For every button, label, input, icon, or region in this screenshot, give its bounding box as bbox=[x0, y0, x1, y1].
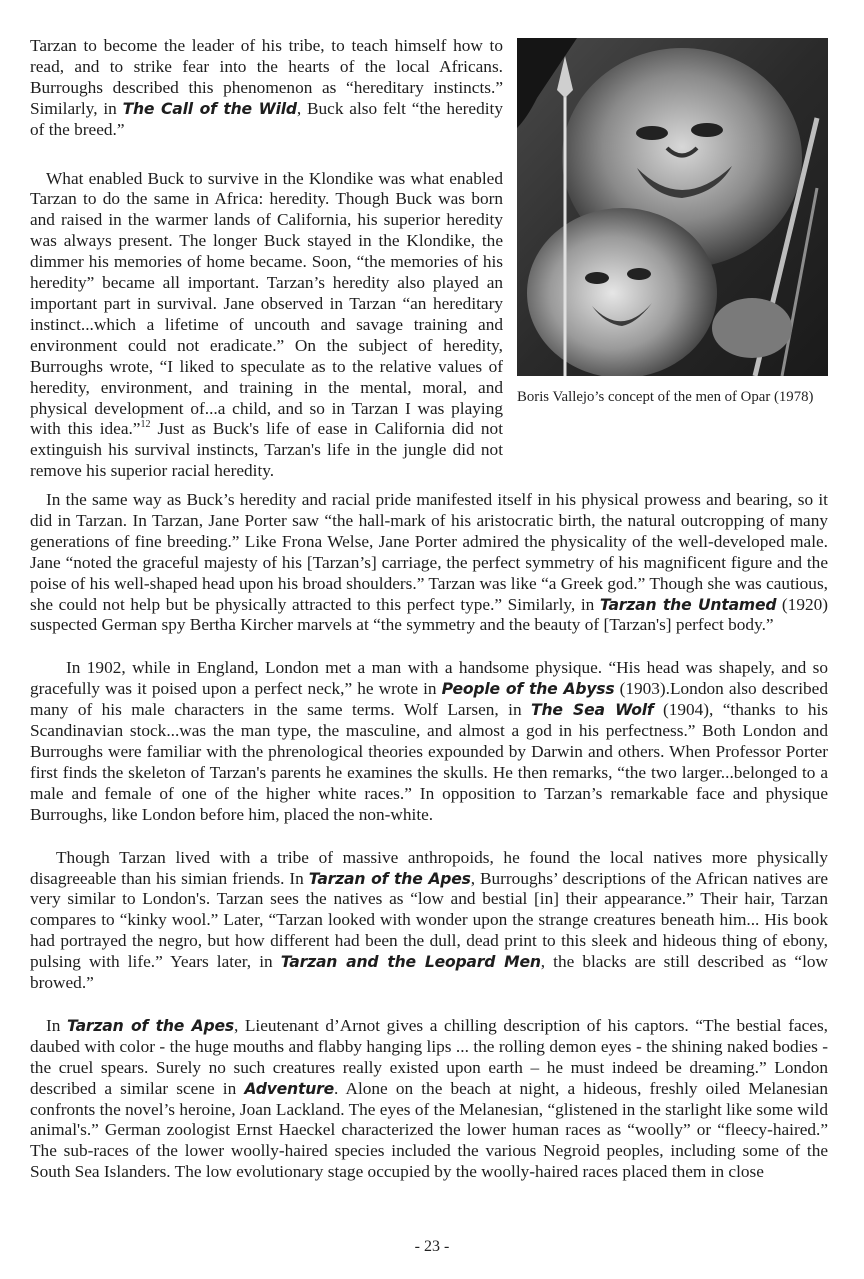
top-left-column bbox=[30, 36, 503, 482]
text-run: In bbox=[46, 1015, 67, 1035]
text-run: In the same way as Buck’s heredity and racial pride manifested itself in his physical prowess and bearing, so it did in Tarzan. In Tarzan, Jane Porter saw “the hall-mark of his aristocratic birth, the natural outcropping of many generations of fine breeding.” Like Frona Welse, Jane Porter admired the physicality of the well-developed male. Jane “noted the graceful majesty of his [Tarzan’s] carriage, the perfect symmetry of his magnificent figure and the poise of his well-shaped head upon his broad shoulders.” Tarzan was like “a Greek god.” Though she was cautious, she could not help but be physically attracted to this perfect type.” Similarly, in bbox=[30, 490, 828, 614]
italic-title: Tarzan of the Apes bbox=[308, 869, 471, 888]
italic-title: Adventure bbox=[244, 1079, 334, 1098]
figure-caption: Boris Vallejo’s concept of the men of Opar (1978) bbox=[517, 389, 814, 405]
body-paragraph bbox=[30, 658, 828, 825]
body-paragraph bbox=[30, 1016, 828, 1183]
body-paragraph bbox=[30, 169, 503, 483]
page-number: - 23 - bbox=[414, 1238, 450, 1255]
body-paragraph bbox=[30, 490, 828, 636]
text-run: , Buck also felt “the heredity of the breed.” bbox=[30, 98, 503, 139]
text-run: , Burroughs’ descriptions of the African natives are very similar to London's. Tarzan sees the natives as “low and bestial [in] their appearance.” Their hair, Tarzan compares to “kinky wool.” Later, “Tarzan looked with wonder upon the strange creatures beneath him... His book had portrayed the negro, but how different had been the dull, dead print to this sleek and hideous thing of ebony, pulsing with life.” Years later, in bbox=[30, 868, 828, 972]
italic-title: The Sea Wolf bbox=[531, 701, 654, 720]
text-run: (1920) suspected German spy Bertha Kircher marvels at “the symmetry and the beauty of [Tarzan's] perfect body.” bbox=[30, 594, 829, 635]
illustration-artwork bbox=[517, 38, 828, 376]
figure bbox=[517, 38, 828, 406]
italic-title: Tarzan and the Leopard Men bbox=[280, 953, 541, 972]
italic-title: The Call of the Wild bbox=[122, 99, 297, 118]
text-run: . Alone on the beach at night, a hideous, freshly oiled Melanesian confronts the novel’s heroine, Joan Lackland. The eyes of the Melanesian, “glistened in the starlight like some wild animal's.” German zoologist Ernst Haeckel characterized the lower human races as “woolly” or “fleecy-haired.” The sub-races of the lower woolly-haired species included the various Negroid peoples, including some of the South Sea Islanders. The low evolutionary stage occupied by the woolly-haired races placed them in close bbox=[30, 1078, 828, 1182]
text-run: Just as Buck's life of ease in California did not extinguish his survival instincts, Tarzan's life in the jungle did not remove his superior racial heredity. bbox=[30, 419, 503, 481]
italic-title: Tarzan of the Apes bbox=[67, 1016, 234, 1035]
text-run: What enabled Buck to survive in the Klondike was what enabled Tarzan to do the same in Africa: heredity. Though Buck was born and raised in the warmer lands of California, his superior heredity was always present. The longer Buck stayed in the Klondike, the dimmer his memories of home became. Soon, “the memories of his heredity” became all important. Tarzan’s heredity also played an important part in survival. Jane observed in Tarzan “an hereditary instinct...which a lifetime of uncouth and savage training and environment could not eradicate.” On the subject of heredity, Burroughs wrote, “I liked to speculate as to the relative values of heredity, environment, and training in the mental, moral, and physical development of...a child, and so in Tarzan I was playing with this idea.” bbox=[30, 168, 503, 439]
body-paragraph bbox=[30, 36, 503, 141]
text-run: , Lieutenant d’Arnot gives a chilling description of his captors. “The bestial faces, daubed with color - the huge mouths and flabby hanging lips ... the rolling demon eyes - the shining naked bodies - the cruel spears. Surely no such creatures really existed upon earth – he must indeed be dreaming.” London described a similar scene in bbox=[30, 1015, 828, 1098]
body-section bbox=[30, 490, 828, 1183]
footnote-ref: 12 bbox=[140, 419, 151, 431]
text-run: Though Tarzan lived with a tribe of massive anthropoids, he found the local natives more physically disagreeable than his simian friends. In bbox=[30, 847, 828, 888]
text-run: (1903).London also described many of his male characters in the same terms. Wolf Larsen, in bbox=[30, 679, 828, 720]
text-run: Tarzan to become the leader of his tribe, to teach himself how to read, and to strike fear into the hearts of the local Africans. Burroughs described this phenomenon as “hereditary instincts.” Similarly, in bbox=[30, 36, 503, 118]
text-run: In 1902, while in England, London met a man with a handsome physique. “His head was shapely, and so gracefully was it poised upon a perfect neck,” he wrote in bbox=[30, 658, 828, 699]
figure-image bbox=[517, 38, 828, 376]
text-run: (1904), “thanks to his Scandinavian stock...was the man type, the masculine, and almost a god in his perfectness.” Both London and Burroughs were familiar with the phrenological theories expounded by Darwin and others. When Professor Porter first finds the skeleton of Tarzan's parents he examines the skulls. He then remarks, “the two larger...belonged to a male and female of one of the higher white races.” In opposition to Tarzan’s remarkable face and physique Burroughs, like London before him, placed the non-white. bbox=[30, 700, 828, 824]
italic-title: People of the Abyss bbox=[441, 680, 615, 699]
body-paragraph bbox=[30, 848, 828, 994]
text-run: , the blacks are still described as “low browed.” bbox=[30, 952, 829, 993]
italic-title: Tarzan the Untamed bbox=[599, 595, 777, 614]
